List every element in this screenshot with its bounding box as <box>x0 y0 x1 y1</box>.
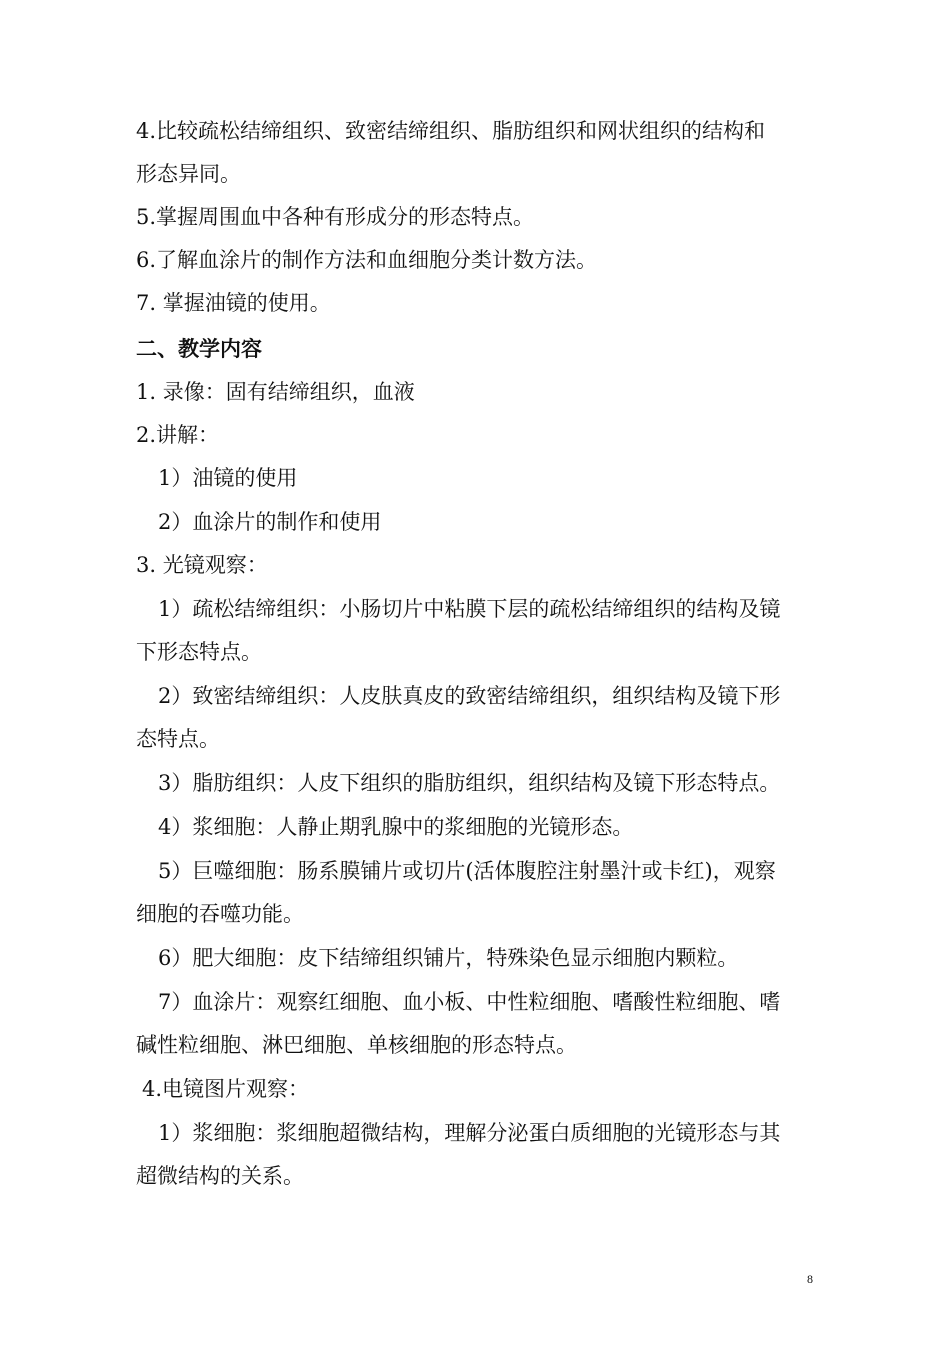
lm-item-2-line-1: 2）致密结缔组织：人皮肤真皮的致密结缔组织，组织结构及镜下形 <box>158 684 781 708</box>
lm-item-5-line-2: 细胞的吞噬功能。 <box>136 902 304 926</box>
lm-item-4: 4）浆细胞：人静止期乳腺中的浆细胞的光镜形态。 <box>158 815 634 839</box>
em-item-1-line-2: 超微结构的关系。 <box>136 1164 304 1188</box>
content-light-microscopy: 3. 光镜观察： <box>136 553 268 577</box>
content-lecture-1: 1）油镜的使用 <box>158 466 298 490</box>
content-lecture: 2.讲解： <box>136 423 220 447</box>
em-item-1-line-1: 1）浆细胞：浆细胞超微结构，理解分泌蛋白质细胞的光镜形态与其 <box>158 1121 781 1145</box>
lm-item-3: 3）脂肪组织：人皮下组织的脂肪组织，组织结构及镜下形态特点。 <box>158 771 781 795</box>
content-em: 4.电镜图片观察： <box>142 1077 310 1101</box>
lm-item-1-line-2: 下形态特点。 <box>136 640 262 664</box>
lm-item-7-line-2: 碱性粒细胞、淋巴细胞、单核细胞的形态特点。 <box>136 1033 577 1057</box>
section-heading: 二、教学内容 <box>136 337 262 361</box>
objective-5: 5.掌握周围血中各种有形成分的形态特点。 <box>136 205 535 229</box>
objective-4-line-1: 4.比较疏松结缔组织、致密结缔组织、脂肪组织和网状组织的结构和 <box>136 119 766 143</box>
lm-item-5-line-1: 5）巨噬细胞：肠系膜铺片或切片(活体腹腔注射墨汁或卡红)，观察 <box>158 859 776 883</box>
lm-item-7-line-1: 7）血涂片：观察红细胞、血小板、中性粒细胞、嗜酸性粒细胞、嗜 <box>158 990 781 1014</box>
lm-item-1-line-1: 1）疏松结缔组织：小肠切片中粘膜下层的疏松结缔组织的结构及镜 <box>158 597 781 621</box>
objective-4-line-2: 形态异同。 <box>136 162 241 186</box>
content-lecture-2: 2）血涂片的制作和使用 <box>158 510 382 534</box>
lm-item-2-line-2: 态特点。 <box>136 727 220 751</box>
objective-7: 7. 掌握油镜的使用。 <box>136 291 331 315</box>
page-number: 8 <box>807 1272 813 1286</box>
objective-6: 6.了解血涂片的制作方法和血细胞分类计数方法。 <box>136 248 598 272</box>
content-video: 1. 录像：固有结缔组织，血液 <box>136 380 415 404</box>
lm-item-6: 6）肥大细胞：皮下结缔组织铺片，特殊染色显示细胞内颗粒。 <box>158 946 739 970</box>
